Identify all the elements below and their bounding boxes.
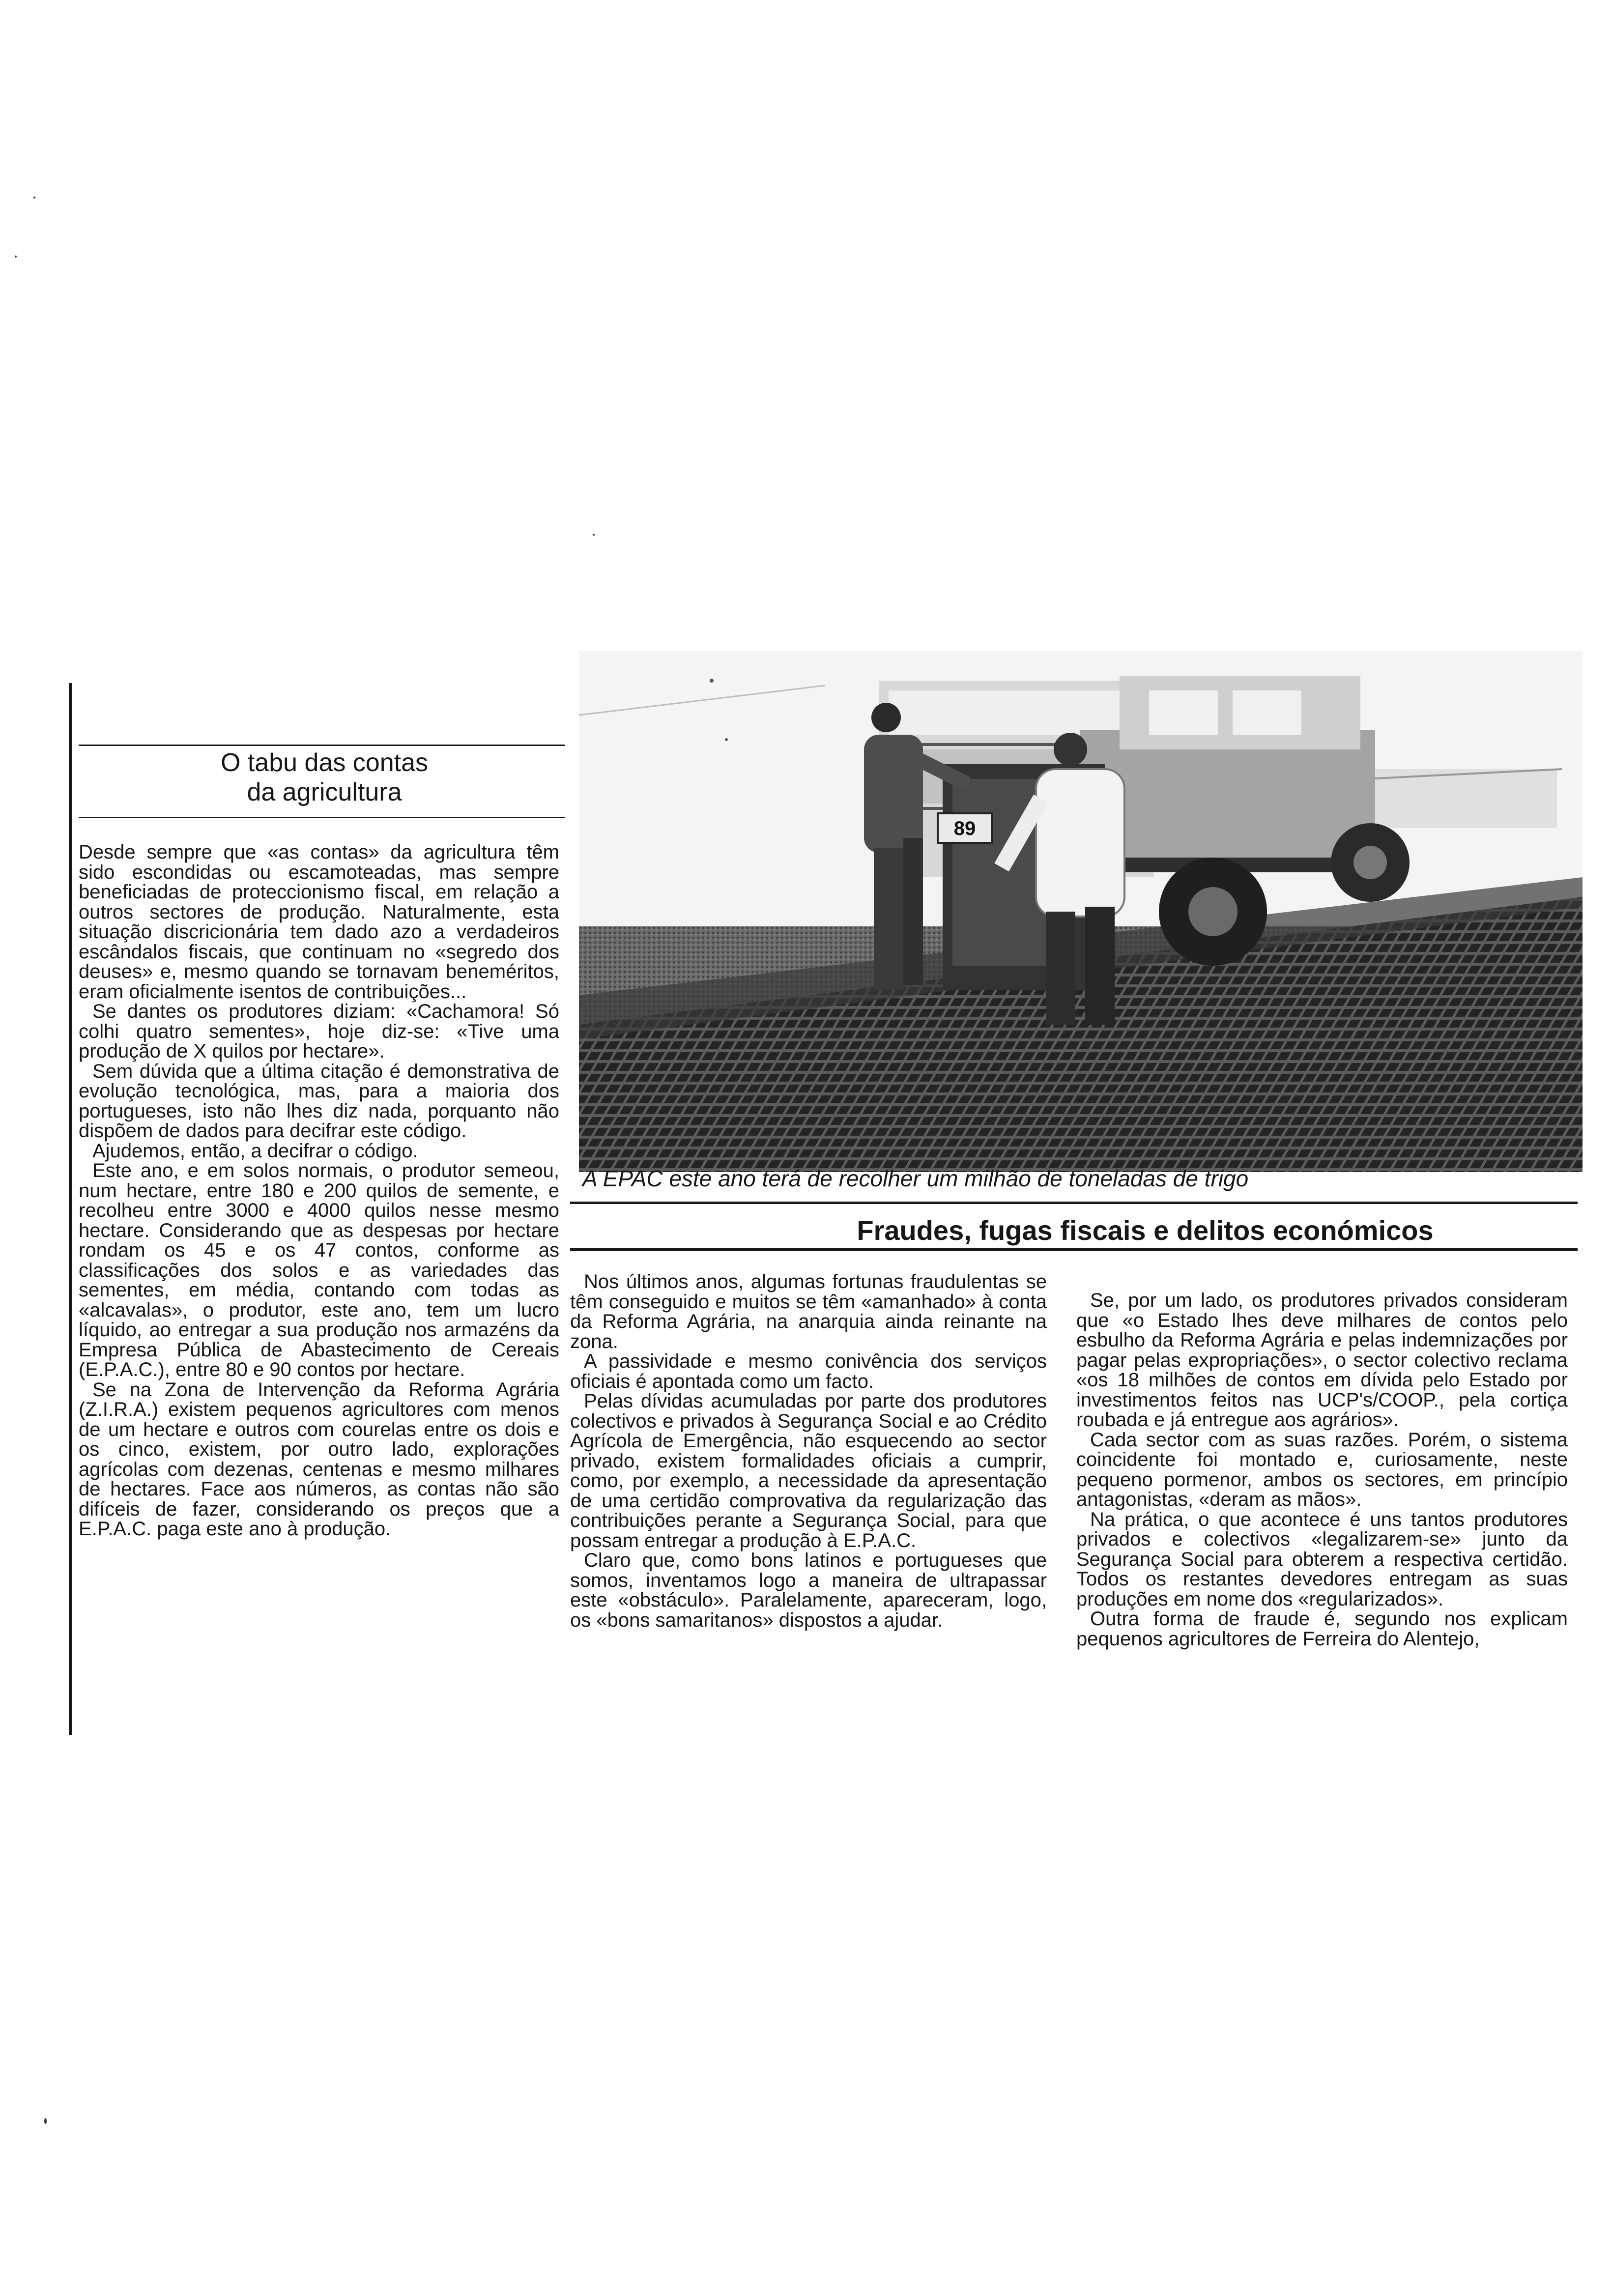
paragraph: Cada sector com as suas razões. Porém, o sistema coincidente foi montado e, curiosamente, neste pequeno pormenor, ambos os sectores, em princípio antagonistas, «deram as mãos». <box>1076 1429 1568 1510</box>
paragraph: Outra forma de fraude é, segundo nos explicam pequenos agricultores de Ferreira do Alentejo, <box>1076 1608 1568 1650</box>
title-underline <box>570 1248 1578 1251</box>
photo-caption: A EPAC este ano terá de recolher um milhão de toneladas de trigo <box>582 1166 1249 1191</box>
paragraph: Sem dúvida que a última citação é demonstrativa de evolução tecnológica, mas, para a maioria dos portugueses, isto não lhes diz nada, porquanto não dispõem de dados para decifrar este código. <box>79 1060 559 1142</box>
right-article-column-1 <box>570 1272 1047 1630</box>
left-margin-bar <box>69 683 72 1735</box>
paragraph: Ajudemos, então, a decifrar o código. <box>92 1140 418 1162</box>
news-photo <box>579 651 1583 1172</box>
title-top-rule <box>79 745 565 746</box>
right-article-title: Fraudes, fugas fiscais e delitos económicos <box>857 1215 1434 1246</box>
truck-plate-number: 89 <box>953 818 976 839</box>
left-article-title: O tabu das contas da agricultura <box>220 748 429 806</box>
paragraph: Na prática, o que acontece é uns tantos produtores privados e colectivos «legalizarem-se» junto da Segurança Social para obterem a respectiva certidão. Todos os restantes devedores entregam as suas produções em nome dos «regularizados». <box>1076 1508 1568 1610</box>
paragraph: Se dantes os produtores diziam: «Cachamora! Só colhi quatro sementes», hoje diz-se: «Tive uma produção de X quilos por hectare». <box>79 1001 559 1062</box>
paragraph: Desde sempre que «as contas» da agricultura têm sido escondidas ou escamoteadas, mas sempre beneficiadas de proteccionismo fiscal, em relação a outros sectores de produção. Naturalmente, esta situação discricionária tem dado azo a verdadeiros escândalos fiscais, que continuam no «segredo dos deuses» e, mesmo quando se tornavam beneméritos, eram oficialmente isentos de contribuições... <box>79 841 559 1003</box>
paragraph: Pelas dívidas acumuladas por parte dos produtores colectivos e privados à Segurança Social e ao Crédito Agrícola de Emergência, não esquecendo ao sector privado, existem formalidades oficiais a cumprir, como, por exemplo, a necessidade da apresentação de uma certidão comprovativa da regularização das contribuições perante a Segurança Social, para que possam entregar a produção à E.P.A.C. <box>570 1390 1047 1551</box>
paragraph: Se na Zona de Intervenção da Reforma Agrária (Z.I.R.A.) existem pequenos agricultores com menos de um hectare e outros com courelas entre os dois e os cinco, existem, por outro lado, explorações agrícolas com dezenas, centenas e mesmo milhares de hectares. Face aos números, as contas não são difíceis de fazer, considerando os preços que a E.P.A.C. paga este ano à produção. <box>79 1378 559 1540</box>
paragraph: Este ano, e em solos normais, o produtor semeou, num hectare, entre 180 e 200 quilos de semente, e recolheu entre 3000 e 4000 quilos nesse mesmo hectare. Considerando que as despesas por hectare rondam os 45 e os 47 contos, conforme as classificações dos solos e as variedades das sementes, em média, contando com todas as «alcavalas», o produtor, este ano, tem um lucro líquido, ao entregar a sua produção nos armazéns da Empresa Pública de Abastecimento de Cereais (E.P.A.C.), entre 80 e 90 contos por hectare. <box>79 1160 559 1380</box>
scan-speck <box>593 534 595 536</box>
paragraph: Se, por um lado, os produtores privados consideram que «o Estado lhes deve milhares de contos pelo esbulho da Reforma Agrária e pelas indemnizações por pagar pelas expropriações», o sector colectivo reclama «os 18 milhões de contos em dívida pelo Estado por investimentos feitos nas UCP's/COOP., pela cortiça roubada e já entregue aos agrários». <box>1076 1290 1568 1431</box>
scan-speck <box>33 197 35 199</box>
caption-rule <box>570 1202 1578 1204</box>
scan-speck <box>15 256 17 258</box>
paragraph: Claro que, como bons latinos e portugueses que somos, inventamos logo a maneira de ultrapassar este «obstáculo». Paralelamente, apareceram, logo, os «bons samaritanos» dispostos a ajudar. <box>570 1550 1047 1631</box>
paragraph: A passividade e mesmo conivência dos serviços oficiais é apontada como um facto. <box>570 1350 1047 1392</box>
right-article-column-2 <box>1076 1291 1568 1649</box>
paragraph: Nos últimos anos, algumas fortunas fraudulentas se têm conseguido e muitos se têm «amanhado» à conta da Reforma Agrária, na anarquia ainda reinante na zona. <box>570 1271 1047 1352</box>
scan-speck <box>44 2118 47 2124</box>
title-bottom-rule <box>79 817 565 818</box>
left-article-body <box>79 842 559 1539</box>
